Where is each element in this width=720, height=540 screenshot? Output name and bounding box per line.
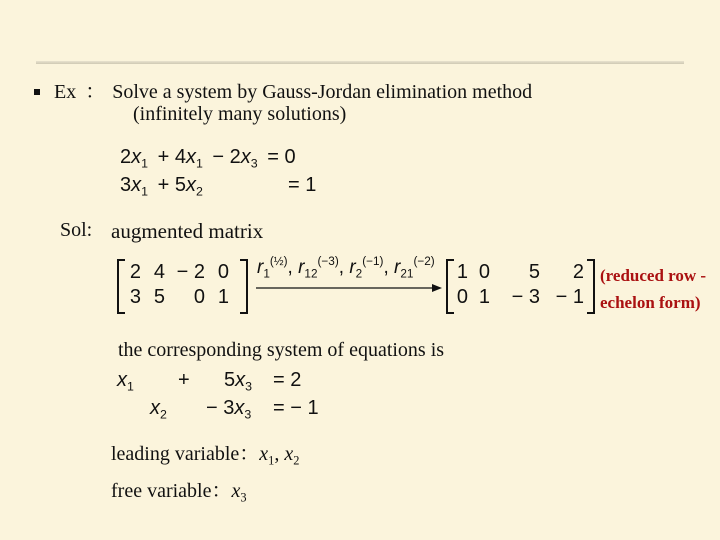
matrix-b-cell: − 3 <box>511 286 540 308</box>
matrix-a-right-bracket <box>240 259 248 314</box>
matrix-b-cell: − 1 <box>555 286 584 308</box>
example-label: Ex <box>54 81 77 103</box>
arrow-icon <box>256 282 442 294</box>
matrix-a-cell: 4 <box>153 261 165 283</box>
matrix-a-cell: 3 <box>129 286 141 308</box>
matrix-b-cell: 0 <box>456 286 468 308</box>
bullet-icon <box>34 89 40 95</box>
augmented-matrix-label: augmented matrix <box>111 219 264 243</box>
matrix-b-cell: 0 <box>478 261 490 283</box>
reduced-equation-1: $x_1$ + $5x_3$ = 2 <box>117 369 302 394</box>
matrix-b-right-bracket <box>587 259 595 314</box>
matrix-a-cell: 0 <box>193 286 205 308</box>
matrix-a-cell: 1 <box>217 286 229 308</box>
row-operations: $r_1^{(\frac{1}{2})}$, $r_{12}^{(-3)}$, $r_2^{(-1)}$, $r_{21}^{(-2)}$ <box>257 255 435 281</box>
matrix-a-cell: 2 <box>129 261 141 283</box>
corresponding-system-text: the corresponding system of equations is <box>118 339 445 361</box>
matrix-b-cell: 1 <box>456 261 468 283</box>
equation-2: $3x_1 + 5x_2$ = 1 <box>120 174 317 199</box>
example-colon: ： <box>85 81 106 103</box>
matrix-b <box>452 261 584 309</box>
matrix-b-cell: 2 <box>572 261 584 283</box>
matrix-b-cell: 5 <box>528 261 540 283</box>
example-line1: Solve a system by Gauss-Jordan elimination method <box>112 81 533 103</box>
equation-1: $2x_1 + 4x_1 - 2x_3 = 0$ <box>120 146 296 171</box>
matrix-a-left-bracket <box>117 259 125 314</box>
matrix-b-cell: 1 <box>478 286 490 308</box>
free-variable-line: free variable：$x_3$ <box>111 480 247 505</box>
example-line2: (infinitely many solutions) <box>133 103 347 125</box>
matrix-a-cell: − 2 <box>176 261 205 283</box>
rref-note-line1: (reduced row - <box>600 266 707 285</box>
example-heading <box>54 75 532 104</box>
matrix-a <box>125 261 229 309</box>
leading-variable-line: leading variable：$x_1$, $x_2$ <box>111 443 300 468</box>
rref-note-line2: echelon form) <box>600 293 701 312</box>
matrix-a-cell: 5 <box>153 286 165 308</box>
solution-label: Sol: <box>60 219 93 241</box>
title-divider <box>36 61 684 64</box>
matrix-a-cell: 0 <box>217 261 229 283</box>
reduced-equation-2: $x_2$ − $3x_3$ = − 1 <box>150 397 319 422</box>
